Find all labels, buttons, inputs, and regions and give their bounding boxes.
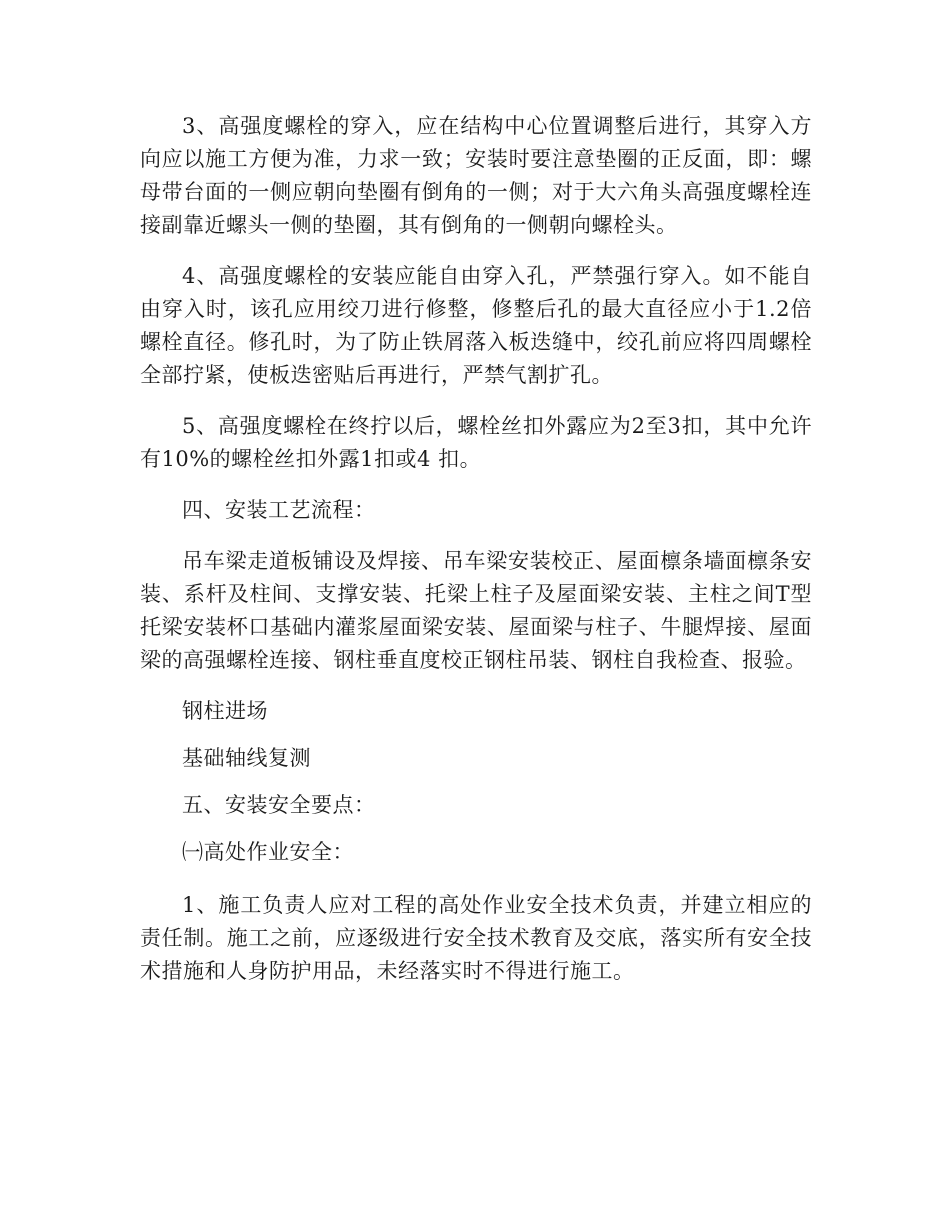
subheading-high-altitude-safety: ㈠高处作业安全： xyxy=(182,840,354,864)
paragraph-bolt-installation: 4、高强度螺栓的安装应能自由穿入孔，严禁强行穿入。如不能自由穿入时，该孔应用绞刀进行修整，修整后孔的最大直径应小于1.2倍螺栓直径。修孔时，为了防止铁屑落入板迭缝中，绞孔前应将四周螺栓全部拧紧，使板迭密贴后再进行，严禁气割扩孔。 xyxy=(140,264,812,387)
section-heading-installation-process: 四、安装工艺流程： xyxy=(182,498,376,522)
paragraph-safety-responsibility: 1、施工负责人应对工程的高处作业安全技术负责，并建立相应的责任制。施工之前，应逐级进行安全技术教育及交底，落实所有安全技术措施和人身防护用品，未经落实时不得进行施工。 xyxy=(140,893,812,983)
paragraph-steel-column-entry: 钢柱进场 xyxy=(182,699,268,723)
paragraph-foundation-axis-recheck: 基础轴线复测 xyxy=(182,746,311,770)
document-body xyxy=(140,110,812,1006)
section-heading-safety-points: 五、安装安全要点： xyxy=(182,793,376,817)
paragraph-bolt-thread-exposure: 5、高强度螺栓在终拧以后，螺栓丝扣外露应为2至3扣，其中允许有10%的螺栓丝扣外露1扣或4 扣。 xyxy=(140,414,812,471)
paragraph-bolt-insertion: 3、高强度螺栓的穿入，应在结构中心位置调整后进行，其穿入方向应以施工方便为准，力求一致；安装时要注意垫圈的正反面，即：螺母带台面的一侧应朝向垫圈有倒角的一侧；对于大六角头高强度螺栓连接副靠近螺头一侧的垫圈，其有倒角的一侧朝向螺栓头。 xyxy=(140,114,812,237)
paragraph-installation-process: 吊车梁走道板铺设及焊接、吊车梁安装校正、屋面檩条墙面檩条安装、系杆及柱间、支撑安装、托梁上柱子及屋面梁安装、主柱之间T型托梁安装杯口基础内灌浆屋面梁安装、屋面梁与柱子、牛腿焊接、屋面梁的高强螺栓连接、钢柱垂直度校正钢柱吊装、钢柱自我检查、报验。 xyxy=(140,549,812,672)
